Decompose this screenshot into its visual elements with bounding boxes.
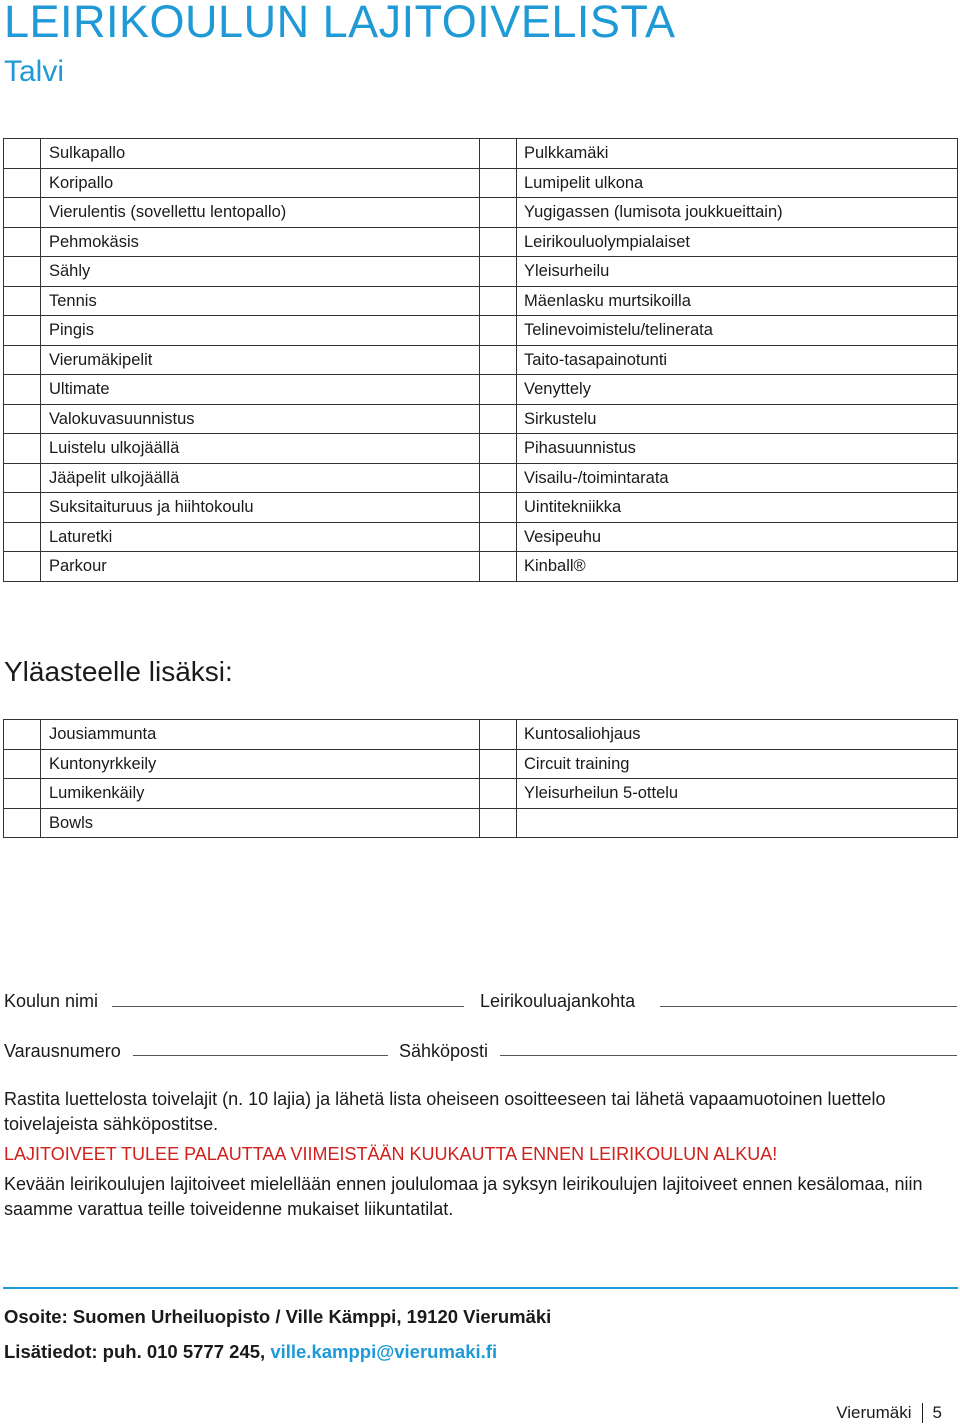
sport-label: Pulkkamäki	[517, 139, 958, 169]
checkbox-cell[interactable]	[480, 779, 517, 809]
sport-label: Laturetki	[41, 522, 480, 552]
checkbox-cell[interactable]	[480, 552, 517, 582]
sport-label: Yleisurheilun 5-ottelu	[517, 779, 958, 809]
checkbox-cell[interactable]	[480, 808, 517, 838]
sport-label: Tennis	[41, 286, 480, 316]
upper-school-heading: Yläasteelle lisäksi:	[4, 656, 233, 687]
contact-phone: Lisätiedot: puh. 010 5777 245,	[4, 1341, 271, 1362]
table-row	[4, 552, 958, 582]
table-row	[4, 375, 958, 405]
page-title: LEIRIKOULUN LAJITOIVELISTA	[4, 0, 676, 47]
contact-email-link[interactable]: ville.kamppi@vierumaki.fi	[270, 1341, 498, 1362]
checkbox-cell[interactable]	[4, 345, 41, 375]
checkbox-cell[interactable]	[4, 463, 41, 493]
sport-label: Vierulentis (sovellettu lentopallo)	[41, 198, 480, 228]
checkbox-cell[interactable]	[4, 434, 41, 464]
sport-label: Yleisurheilu	[517, 257, 958, 287]
table-row	[4, 808, 958, 838]
checkbox-cell[interactable]	[480, 404, 517, 434]
checkbox-cell[interactable]	[480, 375, 517, 405]
checkbox-cell[interactable]	[480, 720, 517, 750]
checkbox-cell[interactable]	[4, 198, 41, 228]
sport-label: Leirikouluolympialaiset	[517, 227, 958, 257]
sport-label: Telinevoimistelu/telinerata	[517, 316, 958, 346]
table-row	[4, 493, 958, 523]
booking-number-line[interactable]	[133, 1055, 388, 1056]
sport-label: Jääpelit ulkojäällä	[41, 463, 480, 493]
checkbox-cell[interactable]	[4, 257, 41, 287]
address: Osoite: Suomen Urheiluopisto / Ville Kämppi, 19120 Vierumäki	[4, 1306, 552, 1327]
email-line[interactable]	[500, 1055, 957, 1056]
sport-label: Sirkustelu	[517, 404, 958, 434]
sport-label: Jousiammunta	[41, 720, 480, 750]
sport-label: Taito-tasapainotunti	[517, 345, 958, 375]
table-row	[4, 749, 958, 779]
divider	[3, 1287, 958, 1289]
checkbox-cell[interactable]	[480, 434, 517, 464]
sport-label: Koripallo	[41, 168, 480, 198]
seasonal-note: Kevään leirikoulujen lajitoiveet mielellään ennen joululomaa ja syksyn leirikoulujen lajitoiveet ennen kesälomaa, niin saamme varattua teille toiveidenne mukaiset liikuntatilat.	[4, 1174, 923, 1219]
sport-label: Suksitaituruus ja hiihtokoulu	[41, 493, 480, 523]
checkbox-cell[interactable]	[480, 227, 517, 257]
sport-label: Circuit training	[517, 749, 958, 779]
checkbox-cell[interactable]	[480, 139, 517, 169]
sport-label: Kuntonyrkkeily	[41, 749, 480, 779]
footer-brand: Vierumäki	[836, 1403, 912, 1422]
table-row	[4, 139, 958, 169]
checkbox-cell[interactable]	[4, 749, 41, 779]
checkbox-cell[interactable]	[480, 316, 517, 346]
sport-label: Venyttely	[517, 375, 958, 405]
checkbox-cell[interactable]	[4, 522, 41, 552]
email-label: Sähköposti	[399, 1041, 489, 1061]
sport-label: Parkour	[41, 552, 480, 582]
page-footer	[836, 1400, 942, 1426]
winter-sports-table	[3, 138, 958, 582]
table-row	[4, 779, 958, 809]
checkbox-cell[interactable]	[4, 168, 41, 198]
sport-label: Pehmokäsis	[41, 227, 480, 257]
sport-label: Valokuvasuunnistus	[41, 404, 480, 434]
sport-label: Sähly	[41, 257, 480, 287]
table-row	[4, 720, 958, 750]
season-subtitle: Talvi	[4, 55, 65, 88]
sport-label: Uintitekniikka	[517, 493, 958, 523]
checkbox-cell[interactable]	[480, 286, 517, 316]
sport-label: Sulkapallo	[41, 139, 480, 169]
sport-label	[517, 808, 958, 838]
page-number: 5	[932, 1403, 942, 1422]
checkbox-cell[interactable]	[480, 198, 517, 228]
footer-separator	[922, 1403, 923, 1423]
checkbox-cell[interactable]	[480, 749, 517, 779]
table-row	[4, 345, 958, 375]
upper-school-sports-table	[3, 719, 958, 838]
sport-label: Kuntosaliohjaus	[517, 720, 958, 750]
table-row	[4, 198, 958, 228]
checkbox-cell[interactable]	[4, 493, 41, 523]
sport-label: Luistelu ulkojäällä	[41, 434, 480, 464]
checkbox-cell[interactable]	[480, 493, 517, 523]
sport-label: Mäenlasku murtsikoilla	[517, 286, 958, 316]
sport-label: Visailu-/toimintarata	[517, 463, 958, 493]
camp-date-line[interactable]	[660, 1006, 957, 1007]
booking-number-label: Varausnumero	[4, 1041, 121, 1061]
sport-label: Ultimate	[41, 375, 480, 405]
sport-label: Lumipelit ulkona	[517, 168, 958, 198]
camp-date-label: Leirikouluajankohta	[480, 991, 636, 1011]
checkbox-cell[interactable]	[4, 552, 41, 582]
checkbox-cell[interactable]	[480, 522, 517, 552]
checkbox-cell[interactable]	[480, 463, 517, 493]
table-row	[4, 522, 958, 552]
checkbox-cell[interactable]	[4, 779, 41, 809]
checkbox-cell[interactable]	[480, 257, 517, 287]
checkbox-cell[interactable]	[4, 375, 41, 405]
sport-label: Pingis	[41, 316, 480, 346]
checkbox-cell[interactable]	[4, 286, 41, 316]
checkbox-cell[interactable]	[4, 720, 41, 750]
table-row	[4, 404, 958, 434]
deadline-warning: LAJITOIVEET TULEE PALAUTTAA VIIMEISTÄÄN KUUKAUTTA ENNEN LEIRIKOULUN ALKUA!	[4, 1144, 778, 1164]
table-row	[4, 168, 958, 198]
table-row	[4, 463, 958, 493]
table-row	[4, 227, 958, 257]
sport-label: Vesipeuhu	[517, 522, 958, 552]
sport-label: Kinball®	[517, 552, 958, 582]
table-row	[4, 257, 958, 287]
contact-info	[4, 1339, 497, 1365]
sport-label: Lumikenkäily	[41, 779, 480, 809]
checkbox-cell[interactable]	[4, 316, 41, 346]
checkbox-cell[interactable]	[480, 168, 517, 198]
table-row	[4, 316, 958, 346]
sport-label: Yugigassen (lumisota joukkueittain)	[517, 198, 958, 228]
sport-label: Vierumäkipelit	[41, 345, 480, 375]
table-row	[4, 286, 958, 316]
checkbox-cell[interactable]	[4, 404, 41, 434]
checkbox-cell[interactable]	[4, 139, 41, 169]
school-name-label: Koulun nimi	[4, 991, 99, 1011]
sport-label: Bowls	[41, 808, 480, 838]
table-row	[4, 434, 958, 464]
checkbox-cell[interactable]	[480, 345, 517, 375]
checkbox-cell[interactable]	[4, 227, 41, 257]
instructions-text: Rastita luettelosta toivelajit (n. 10 lajia) ja lähetä lista oheiseen osoitteeseen tai lähetä vapaamuotoinen luettelo toivelajeista sähköpostitse.	[4, 1089, 886, 1134]
checkbox-cell[interactable]	[4, 808, 41, 838]
school-name-line[interactable]	[112, 1006, 464, 1007]
sport-label: Pihasuunnistus	[517, 434, 958, 464]
